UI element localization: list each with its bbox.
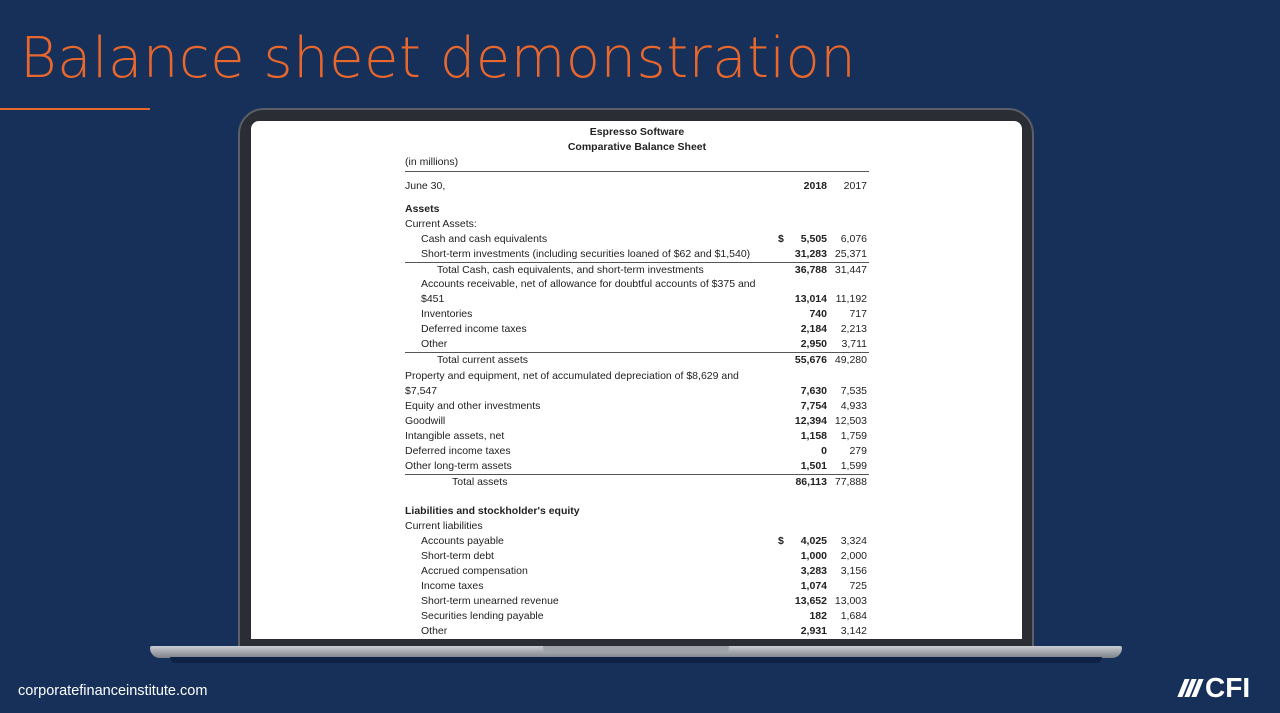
current-liabilities-label: Current liabilities xyxy=(405,520,483,532)
current-liabilities-row xyxy=(405,519,869,534)
table-row: Intangible assets, net 1,158 1,759 xyxy=(405,430,867,442)
liabilities-heading-row xyxy=(405,504,869,519)
table-row: $7,547 7,630 7,535 xyxy=(405,385,867,397)
year-2017: 2017 xyxy=(843,180,867,192)
table-row: Total assets 86,113 77,888 xyxy=(405,474,869,489)
table-row: Deferred income taxes 2,184 2,213 xyxy=(421,323,867,335)
table-row: Short-term debt 1,000 2,000 xyxy=(421,550,867,562)
table-row: Deferred income taxes 0 279 xyxy=(405,445,867,457)
table-row: Accrued compensation 3,283 3,156 xyxy=(421,565,867,577)
units-label: (in millions) xyxy=(405,156,459,168)
cfi-logo xyxy=(1181,672,1250,704)
year-2018: 2018 xyxy=(803,180,827,192)
company-name: Espresso Software xyxy=(589,126,685,138)
date-label: June 30, xyxy=(405,180,446,192)
current-assets-row xyxy=(405,217,869,232)
table-row: Property and equipment, net of accumulated depreciation of $8,629 and xyxy=(405,370,739,382)
table-row: Short-term unearned revenue 13,652 13,003 xyxy=(421,595,867,607)
assets-heading-row xyxy=(405,202,869,217)
table-row: Short-term investments (including securities loaned of $62 and $1,540) 31,283 25,371 xyxy=(421,248,867,260)
table-row: Other 2,931 3,142 xyxy=(421,625,867,637)
title-underline xyxy=(0,108,150,110)
units-row xyxy=(405,155,869,170)
laptop-notch xyxy=(543,646,729,653)
table-row: Inventories 740 717 xyxy=(421,308,867,320)
table-row: Goodwill 12,394 12,503 xyxy=(405,415,867,427)
table-row: Total Cash, cash equivalents, and short-term investments 36,788 31,447 xyxy=(405,262,869,277)
current-assets-label: Current Assets: xyxy=(405,218,477,230)
footer-url: corporatefinanceinstitute.com xyxy=(18,683,208,699)
table-row: Equity and other investments 7,754 4,933 xyxy=(405,400,867,412)
table-row: Income taxes 1,074 725 xyxy=(421,580,867,592)
balance-sheet xyxy=(405,121,869,639)
sheet-subtitle: Comparative Balance Sheet xyxy=(567,141,707,153)
table-row: Accounts payable $ 4,025 3,324 xyxy=(421,535,867,547)
laptop-screen xyxy=(251,121,1022,639)
laptop-shadow xyxy=(170,657,1102,663)
table-row: Other long-term assets 1,501 1,599 xyxy=(405,460,867,472)
liabilities-heading: Liabilities and stockholder's equity xyxy=(405,505,580,517)
table-row: Securities lending payable 182 1,684 xyxy=(421,610,867,622)
cfi-logo-text: CFI xyxy=(1205,672,1251,703)
table-row: $451 13,014 11,192 xyxy=(421,293,867,305)
slide-title: Balance sheet demonstration xyxy=(20,26,857,91)
date-row xyxy=(405,179,869,194)
cfi-logo-icon xyxy=(1181,679,1200,697)
table-row: Other 2,950 3,711 xyxy=(421,338,867,350)
table-row: Total current assets 55,676 49,280 xyxy=(405,352,869,367)
table-row: Accounts receivable, net of allowance for doubtful accounts of $375 and xyxy=(421,278,756,290)
assets-heading: Assets xyxy=(405,203,440,215)
table-row: Cash and cash equivalents $ 5,505 6,076 xyxy=(421,233,867,245)
